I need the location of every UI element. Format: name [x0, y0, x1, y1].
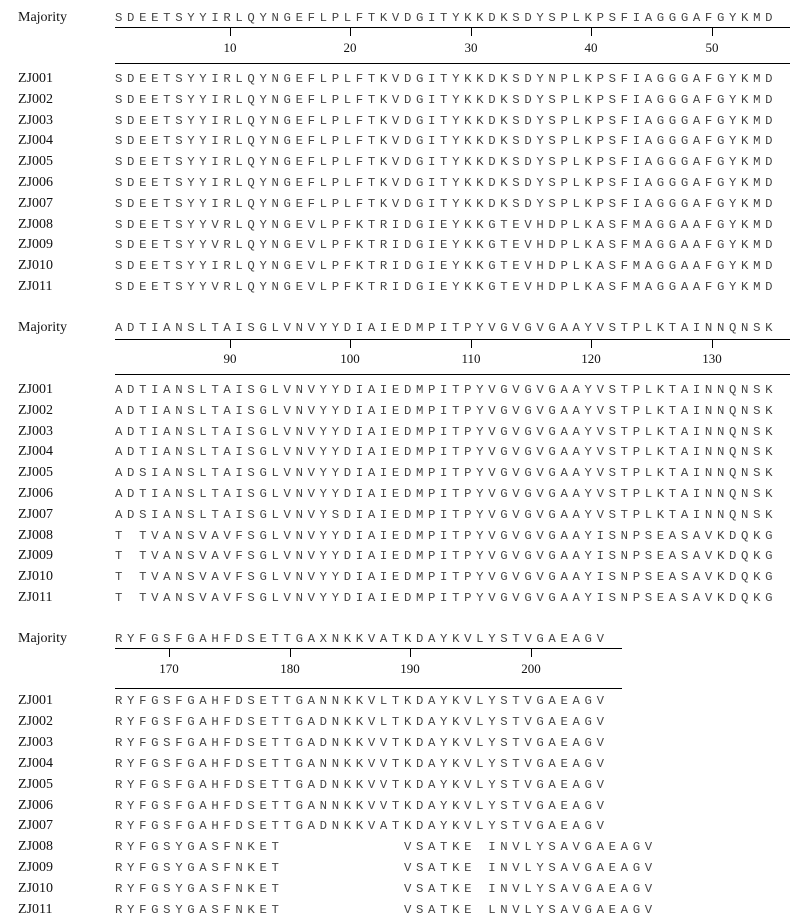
isolate-sequence: RYFGSFGAHFDSETTGANNKKVLTKDAYKVLYSTVGAEAGV	[115, 694, 609, 708]
isolate-label: ZJ005	[18, 777, 53, 792]
ruler-bottom-line	[115, 63, 790, 64]
ruler-position-label: 40	[584, 40, 598, 55]
isolate-sequence: ADTIANSLTAISGLVNVYYDIAIEDMPITPYVGVGVGAAYVSTPLKTAINNQNSK	[115, 487, 778, 501]
isolate-sequence: RYFGSYGASFNKET VSATKE INVLYSAVGAEAGV	[115, 861, 657, 875]
isolate-sequence: T TVANSVAVFSGLVNVYYDIAIEDMPITPYVGVGVGAAYISNPSEASAVKDQKG	[115, 529, 778, 543]
isolate-label: ZJ006	[18, 486, 53, 501]
isolate-label: ZJ010	[18, 258, 53, 273]
isolate-label: ZJ002	[18, 403, 53, 418]
ruler-top-line	[115, 648, 622, 649]
ruler-position-label: 170	[159, 661, 179, 676]
isolate-label: ZJ007	[18, 818, 53, 833]
ruler-position-label: 100	[340, 351, 360, 366]
ruler-position-label: 130	[702, 351, 722, 366]
ruler-position-label: 20	[343, 40, 357, 55]
ruler-top-line	[115, 27, 790, 28]
isolate-sequence: ADSIANSLTAISGLVNVYSDIAIEDMPITPYVGVGVGAAYVSTPLKTAINNQNSK	[115, 508, 778, 522]
ruler-tick	[712, 340, 713, 348]
ruler-position-label: 190	[400, 661, 420, 676]
ruler-bottom-line	[115, 688, 622, 689]
isolate-label: ZJ004	[18, 133, 53, 148]
ruler-tick	[712, 28, 713, 36]
ruler-position-label: 110	[461, 351, 481, 366]
isolate-label: ZJ005	[18, 154, 53, 169]
isolate-label: ZJ009	[18, 860, 53, 875]
majority-sequence: ADTIANSLTAISGLVNVYYDIAIEDMPITPYVGVGVGAAYVSTPLKTAINNQNSK	[115, 321, 778, 335]
isolate-sequence: RYFGSYGASFNKET VSATKE INVLYSAVGAEAGV	[115, 840, 657, 854]
majority-sequence: SDEETSYYIRLQYNGEFLPLFTKVDGITYKKDKSDYSPLKPSFIAGGGAFGYKMD	[115, 11, 778, 25]
isolate-label: ZJ004	[18, 756, 53, 771]
isolate-label: ZJ009	[18, 237, 53, 252]
ruler-position-label: 50	[705, 40, 719, 55]
ruler-tick	[169, 649, 170, 657]
isolate-label: ZJ002	[18, 92, 53, 107]
ruler-tick	[531, 649, 532, 657]
isolate-sequence: SDEETSYYIRLQYNGEFLPLFTKVDGITYKKDKSDYSPLKPSFIAGGGAFGYKMD	[115, 197, 778, 211]
isolate-sequence: SDEETSYYIRLQYNGEVLPFKTRIDGIEYKKGTEVHDPLKASFMAGGAAFGYKMD	[115, 259, 778, 273]
isolate-label: ZJ008	[18, 528, 53, 543]
isolate-sequence: RYFGSYGASFNKET VSATKE LNVLYSAVGAEAGV	[115, 903, 657, 917]
isolate-label: ZJ003	[18, 735, 53, 750]
ruler-position-label: 30	[464, 40, 478, 55]
ruler-tick	[350, 340, 351, 348]
isolate-sequence: T TVANSVAVFSGLVNVYYDIAIEDMPITPYVGVGVGAAYISNPSEASAVKDQKG	[115, 570, 778, 584]
isolate-label: ZJ005	[18, 465, 53, 480]
isolate-sequence: SDEETSYYIRLQYNGEFLPLFTKVDGITYKKDKSDYSPLKPSFIAGGGAFGYKMD	[115, 93, 778, 107]
ruler-position-label: 10	[223, 40, 237, 55]
majority-label: Majority	[18, 631, 67, 646]
majority-sequence: RYFGSFGAHFDSETTGAXNKKVATKDAYKVLYSTVGAEAGV	[115, 632, 609, 646]
ruler-position-label: 120	[581, 351, 601, 366]
isolate-label: ZJ001	[18, 71, 53, 86]
isolate-sequence: RYFGSFGAHFDSETTGADNKKVVTKDAYKVLYSTVGAEAGV	[115, 778, 609, 792]
isolate-label: ZJ007	[18, 196, 53, 211]
isolate-label: ZJ011	[18, 590, 53, 605]
isolate-sequence: SDEETSYYVRLQYNGEVLPFKTRIDGIEYKKGTEVHDPLKASFMAGGAAFGYKMD	[115, 218, 778, 232]
isolate-sequence: SDEETSYYVRLQYNGEVLPFKTRIDGIEYKKGTEVHDPLKASFMAGGAAFGYKMD	[115, 280, 778, 294]
ruler-position-label: 200	[521, 661, 541, 676]
isolate-sequence: RYFGSYGASFNKET VSATKE INVLYSAVGAEAGV	[115, 882, 657, 896]
isolate-sequence: RYFGSFGAHFDSETTGADNKKVATKDAYKVLYSTVGAEAGV	[115, 819, 609, 833]
isolate-label: ZJ002	[18, 714, 53, 729]
isolate-sequence: ADTIANSLTAISGLVNVYYDIAIEDMPITPYVGVGVGAAYVSTPLKTAINNQNSK	[115, 425, 778, 439]
isolate-label: ZJ007	[18, 507, 53, 522]
isolate-sequence: T TVANSVAVFSGLVNVYYDIAIEDMPITPYVGVGVGAAYISNPSEASAVKDQKG	[115, 549, 778, 563]
isolate-sequence: RYFGSFGAHFDSETTGADNKKVVTKDAYKVLYSTVGAEAGV	[115, 736, 609, 750]
isolate-sequence: ADTIANSLTAISGLVNVYYDIAIEDMPITPYVGVGVGAAYVSTPLKTAINNQNSK	[115, 404, 778, 418]
isolate-sequence: SDEETSYYIRLQYNGEFLPLFTKVDGITYKKDKSDYNPLKPSFIAGGGAFGYKMD	[115, 72, 778, 86]
isolate-sequence: ADTIANSLTAISGLVNVYYDIAIEDMPITPYVGVGVGAAYVSTPLKTAINNQNSK	[115, 383, 778, 397]
isolate-sequence: SDEETSYYIRLQYNGEFLPLFTKVDGITYKKDKSDYSPLKPSFIAGGGAFGYKMD	[115, 114, 778, 128]
isolate-sequence: ADTIANSLTAISGLVNVYYDIAIEDMPITPYVGVGVGAAYVSTPLKTAINNQNSK	[115, 445, 778, 459]
isolate-label: ZJ003	[18, 113, 53, 128]
ruler-tick	[410, 649, 411, 657]
ruler-position-label: 180	[280, 661, 300, 676]
isolate-sequence: RYFGSFGAHFDSETTGANNKKVVTKDAYKVLYSTVGAEAGV	[115, 757, 609, 771]
isolate-label: ZJ008	[18, 839, 53, 854]
isolate-label: ZJ004	[18, 444, 53, 459]
isolate-label: ZJ011	[18, 902, 53, 917]
isolate-label: ZJ006	[18, 175, 53, 190]
ruler-top-line	[115, 339, 790, 340]
isolate-label: ZJ001	[18, 382, 53, 397]
isolate-sequence: SDEETSYYIRLQYNGEFLPLFTKVDGITYKKDKSDYSPLKPSFIAGGGAFGYKMD	[115, 155, 778, 169]
isolate-label: ZJ011	[18, 279, 53, 294]
majority-label: Majority	[18, 10, 67, 25]
ruler-tick	[290, 649, 291, 657]
ruler-bottom-line	[115, 374, 790, 375]
isolate-label: ZJ001	[18, 693, 53, 708]
ruler-tick	[471, 28, 472, 36]
isolate-sequence: SDEETSYYIRLQYNGEFLPLFTKVDGITYKKDKSDYSPLKPSFIAGGGAFGYKMD	[115, 176, 778, 190]
isolate-label: ZJ010	[18, 881, 53, 896]
isolate-label: ZJ008	[18, 217, 53, 232]
ruler-tick	[471, 340, 472, 348]
ruler-tick	[230, 28, 231, 36]
ruler-position-label: 90	[223, 351, 237, 366]
isolate-label: ZJ006	[18, 798, 53, 813]
ruler-tick	[591, 28, 592, 36]
isolate-sequence: RYFGSFGAHFDSETTGANNKKVVTKDAYKVLYSTVGAEAGV	[115, 799, 609, 813]
isolate-label: ZJ003	[18, 424, 53, 439]
isolate-sequence: RYFGSFGAHFDSETTGADNKKVLTKDAYKVLYSTVGAEAGV	[115, 715, 609, 729]
isolate-label: ZJ010	[18, 569, 53, 584]
isolate-sequence: ADSIANSLTAISGLVNVYYDIAIEDMPITPYVGVGVGAAYVSTPLKTAINNQNSK	[115, 466, 778, 480]
isolate-sequence: T TVANSVAVFSGLVNVYYDIAIEDMPITPYVGVGVGAAYISNPSEASAVKDQKG	[115, 591, 778, 605]
ruler-tick	[230, 340, 231, 348]
isolate-sequence: SDEETSYYVRLQYNGEVLPFKTRIDGIEYKKGTEVHDPLKASFMAGGAAFGYKMD	[115, 238, 778, 252]
ruler-tick	[350, 28, 351, 36]
isolate-sequence: SDEETSYYIRLQYNGEFLPLFTKVDGITYKKDKSDYSPLKPSFIAGGGAFGYKMD	[115, 134, 778, 148]
majority-label: Majority	[18, 320, 67, 335]
ruler-tick	[591, 340, 592, 348]
isolate-label: ZJ009	[18, 548, 53, 563]
